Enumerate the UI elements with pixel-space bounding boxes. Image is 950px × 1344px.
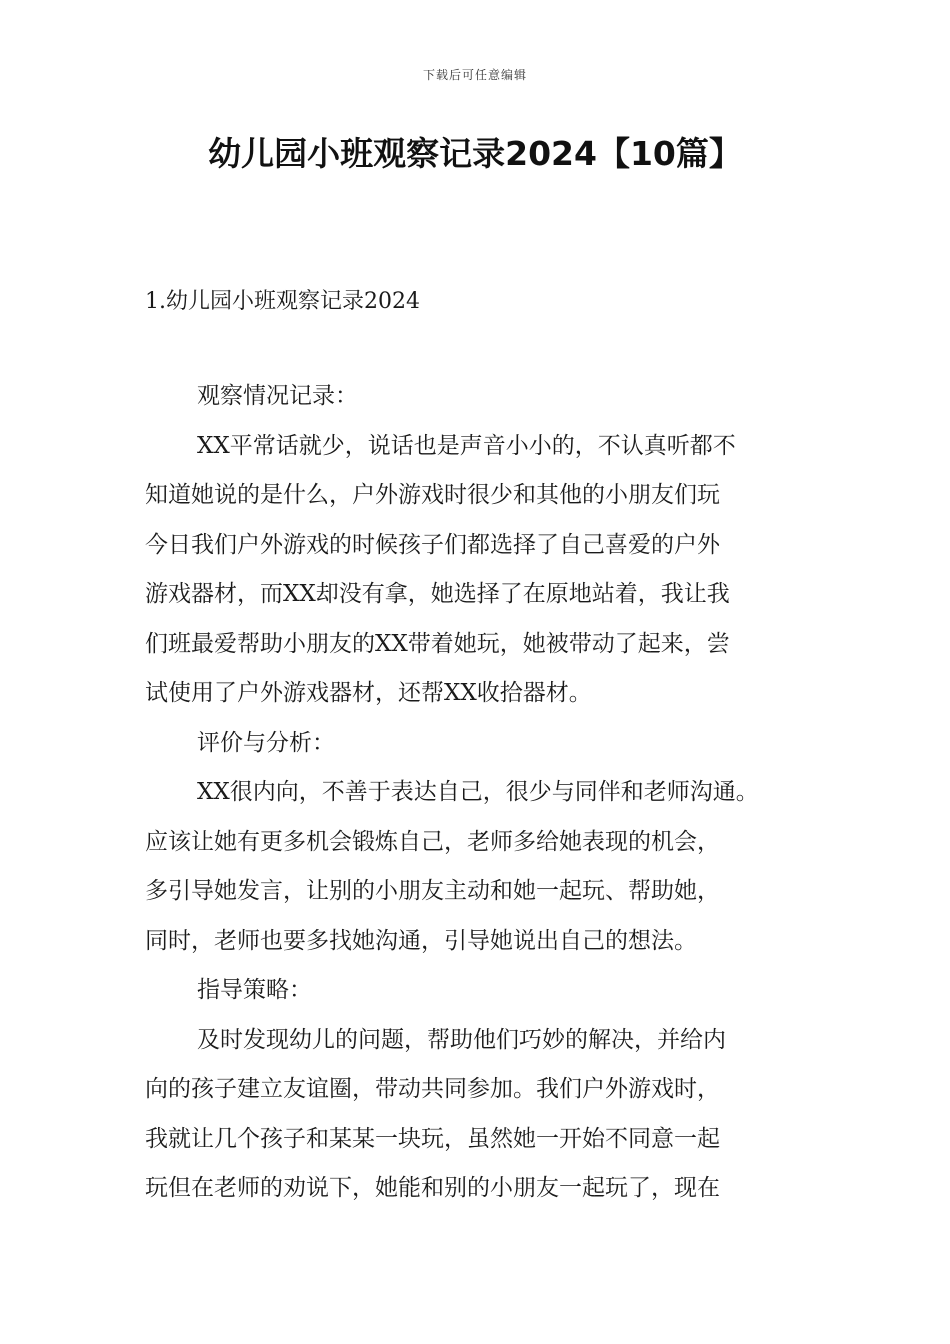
paragraph-line: XX很内向，不善于表达自己，很少与同伴和老师沟通。	[197, 779, 759, 805]
subheading-observation: 观察情况记录：	[197, 383, 358, 409]
section-heading: 1.幼儿园小班观察记录2024	[145, 289, 420, 314]
paragraph-line: 同时，老师也要多找她沟通，引导她说出自己的想法。	[145, 927, 697, 954]
paragraph-line: 游戏器材，而XX却没有拿，她选择了在原地站着，我让我	[145, 581, 730, 607]
paragraph-line: 向的孩子建立友谊圈，带动共同参加。我们户外游戏时，	[145, 1076, 720, 1102]
paragraph-line: 试使用了户外游戏器材，还帮XX收拾器材。	[145, 680, 592, 706]
subheading-strategy: 指导策略：	[197, 977, 312, 1003]
subheading-evaluation: 评价与分析：	[197, 729, 335, 756]
paragraph-line: 们班最爱帮助小朋友的XX带着她玩，她被带动了起来，尝	[145, 630, 730, 657]
paragraph-line: 知道她说的是什么，户外游戏时很少和其他的小朋友们玩	[145, 482, 720, 508]
paragraph-line: 及时发现幼儿的问题，帮助他们巧妙的解决，并给内	[197, 1026, 726, 1053]
paragraph-line: 我就让几个孩子和某某一块玩，虽然她一开始不同意一起	[145, 1125, 720, 1152]
paragraph-line: 今日我们户外游戏的时候孩子们都选择了自己喜爱的户外	[145, 531, 720, 558]
paragraph-line: XX平常话就少，说话也是声音小小的，不认真听都不	[197, 432, 736, 459]
paragraph-line: 应该让她有更多机会锻炼自己，老师多给她表现的机会，	[145, 828, 720, 855]
header-note: 下载后可任意编辑	[422, 68, 527, 82]
paragraph-line: 多引导她发言，让别的小朋友主动和她一起玩、帮助她，	[145, 878, 720, 904]
paragraph-line: 玩但在老师的劝说下，她能和别的小朋友一起玩了，现在	[145, 1175, 720, 1201]
body-text	[145, 372, 845, 1214]
document-title: 幼儿园小班观察记录2024【10篇】	[208, 134, 742, 173]
